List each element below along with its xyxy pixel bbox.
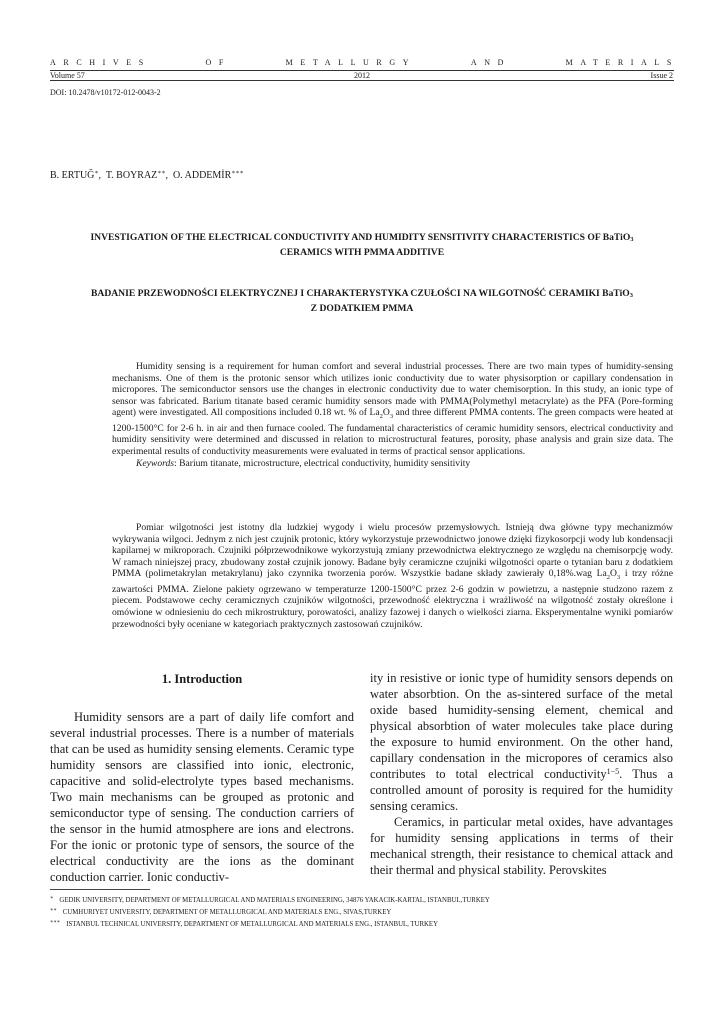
keywords-label: Keywords	[136, 457, 175, 469]
paragraph-text: . Thus a controlled amount of porosity is required for the humidity sensing ceramics.	[370, 767, 673, 813]
author-list: B. ERTUĞ∗, T. BOYRAZ∗∗, O. ADDEMİR∗∗∗	[50, 170, 244, 181]
abstract-text: i trzy różne zawartości PMMA. Zielone pakiety ogrzewano w temperaturze 1200-1500°C przez 2-6 godzin w powietrzu, a następnie studzono razem z piecem. Podstawowe cechy ceramicznych czujników wilgotności, przewodność elektryczna i wrażliwość na wilgotność zostały określone i omówione w odniesieniu do cech mikrostruktury, porowatości, analizy fazowej i danych o wielkości ziarna. Eksperymentalne wyniki pomiarów przewodności były oceniane w kategoriach praktycznych zastosowań czujników.	[112, 568, 673, 630]
body-right-column	[370, 670, 673, 878]
section-heading: 1. Introduction	[161, 672, 243, 686]
year: 2012	[354, 71, 370, 80]
paragraph: Ceramics, in particular metal oxides, have advantages for humidity sensing applications in terms of their mechanical strength, their resistance to chemical attack and their thermal and physical stability. Perovskites	[370, 815, 673, 877]
title-line: CERAMICS WITH PMMA ADDITIVE	[279, 247, 445, 258]
volume: Volume 57	[50, 71, 85, 80]
citation: 1−5	[606, 767, 620, 776]
keywords	[112, 458, 673, 470]
body-left-column	[50, 671, 354, 885]
abstract-text: O	[382, 407, 390, 419]
author-name: T. BOYRAZ	[105, 170, 158, 181]
issue: Issue 2	[650, 71, 673, 80]
subscript: 3	[629, 292, 633, 299]
paragraph-text: ity in resistive or ionic type of humidity sensors depends on water absorbtion. On the as-sintered surface of the metal oxide based humidity-sensing element, chemical and physical absorbtion of water molecules take place during the exposure to humid environment. On the other hand, capillary condensation in the micropores of ceramics also contributes to total electrical conductivity	[370, 671, 673, 781]
journal-word: ARCHIVES	[50, 58, 151, 67]
journal-word: OF	[205, 58, 231, 67]
subscript: 3	[616, 574, 621, 582]
author-name: O. ADDEMİR	[172, 170, 232, 181]
footnote-text: GEDIK UNIVERSITY, DEPARTMENT OF METALLURGICAL AND MATERIALS ENGINEERING, 34876 YAKACIK-KARTAL, ISTANBUL,TURKEY	[59, 897, 490, 904]
author-name: B. ERTUĞ	[50, 170, 95, 181]
affiliation-mark: ∗	[94, 170, 99, 176]
abstract-text: O	[609, 568, 617, 580]
footnote-mark: ∗	[50, 896, 54, 901]
journal-word: AND	[470, 58, 511, 67]
footnote	[50, 919, 438, 928]
footnote-rule	[50, 889, 150, 890]
keywords-text: : Barium titanate, microstructure, electrical conductivity, humidity sensitivity	[174, 457, 471, 469]
abstract-english	[112, 361, 673, 469]
affiliation-mark: ∗∗	[157, 170, 166, 176]
footnote	[50, 895, 490, 904]
header-rule-top	[50, 70, 674, 71]
subscript: 2	[379, 413, 383, 421]
affiliation-mark: ∗∗∗	[231, 170, 244, 176]
footnote-text: ISTANBUL TECHNICAL UNIVERSITY, DEPARTMENT OF METALLURGICAL AND MATERIALS ENG., ISTANBUL, TURKEY	[66, 921, 438, 928]
footnote	[50, 907, 391, 916]
header-rule-bottom	[50, 80, 674, 81]
title-line: Z DODATKIEM PMMA	[310, 303, 414, 314]
footnote-text: CUMHURIYET UNIVERSITY, DEPARTMENT OF METALLURGICAL AND MATERIALS ENG., SIVAS,TURKEY	[62, 909, 392, 916]
title-english	[50, 231, 674, 259]
footnote-mark: ∗∗	[50, 908, 57, 913]
title-line: BADANIE PRZEWODNOŚCI ELEKTRYCZNEJ I CHARAKTERYSTYKA CZUŁOŚCI NA WILGOTNOŚĆ CERAMIKI BaTiO	[91, 288, 630, 299]
paragraph	[370, 670, 673, 814]
abstract-text: Pomiar wilgotności jest istotny dla ludzkiej wygody i wielu procesów przemysłowych. Istnieją dwa główne typy mechanizmów wykrywania wilgoci. Jednym z nich jest czujnik protonic, który wykorzystuje przewodnictwo jonowe dzięki fizykosorpcji wody lub kondensacji kapilarnej w mikroporach. Czujniki półprzewodnikowe wykorzystują zmiany przewodnictwa elektrycznego ze względu na chemisorpcję wody. W ramach niniejszej pracy, zbudowany został czujnik jonowy. Badane były ceramiczne czujniki wilgotności oparte o tytanian baru z dodatkiem PMMA (polimetakrylan metakrylanu) jako czynnika tworzenia porów. Wszystkie badane składy zawierały 0,18%.wag La	[112, 522, 673, 580]
paragraph: Humidity sensors are a part of daily life comfort and several industrial processes. There is a number of materials that can be used as humidity sensing elements. Ceramic type humidity sensors are classified into ionic, electronic, capacitive and solid-electrolyte types based mechanisms. Two main mechanisms can be grouped as protonic and semiconductor type of sensing. The conduction carriers of the sensor in the humid atmosphere are ions and electrons. For the ionic or protonic type of sensors, the source of the electrical conductivity are the ions as the dominant conduction carrier. Ionic conductiv-	[50, 710, 354, 884]
abstract-text: Humidity sensing is a requirement for human comfort and several industrial processes. There are two main types of humidity-sensing mechanisms. One of them is the protonic sensor which utilizes ionic conductivity due to water physisorption or capillary condensation in micropores. The semiconductor sensors use the changes in electronic conductivity due to water chemisorption. In this study, an ionic type of sensor was fabricated. Barium titanate based ceramic humidity sensors made with PMMA(Polymethyl metacrylate) as the PFA (Pore-forming agent) were investigated. All compositions included 0.18 wt. % of La	[112, 361, 673, 419]
abstract-polish	[112, 522, 673, 630]
journal-word: MATERIALS	[565, 58, 679, 67]
title-polish	[50, 287, 674, 315]
footnote-mark: ∗∗∗	[50, 920, 61, 925]
journal-word: METALLURGY	[285, 58, 417, 67]
doi: DOI: 10.2478/v10172-012-0043-2	[50, 88, 161, 97]
title-line: INVESTIGATION OF THE ELECTRICAL CONDUCTIVITY AND HUMIDITY SENSITIVITY CHARACTERISTICS OF BaTiO	[90, 232, 631, 243]
abstract-text: and three different PMMA contents. The green compacts were heated at 1200-1500°C for 2-6 h. in air and then furnace cooled. The fundamental characteristics of ceramic humidity sensors, electrical conductivity and humidity sensitivity were determined and discussed in relation to microstructural features, porosity, phase analysis and grain size data. The experimental results of conductivity measurements were evaluated in terms of practical sensor applications.	[112, 407, 673, 458]
subscript: 3	[630, 236, 634, 243]
journal-name	[50, 58, 679, 67]
subscript: 2	[606, 574, 610, 582]
subscript: 3	[389, 413, 394, 421]
